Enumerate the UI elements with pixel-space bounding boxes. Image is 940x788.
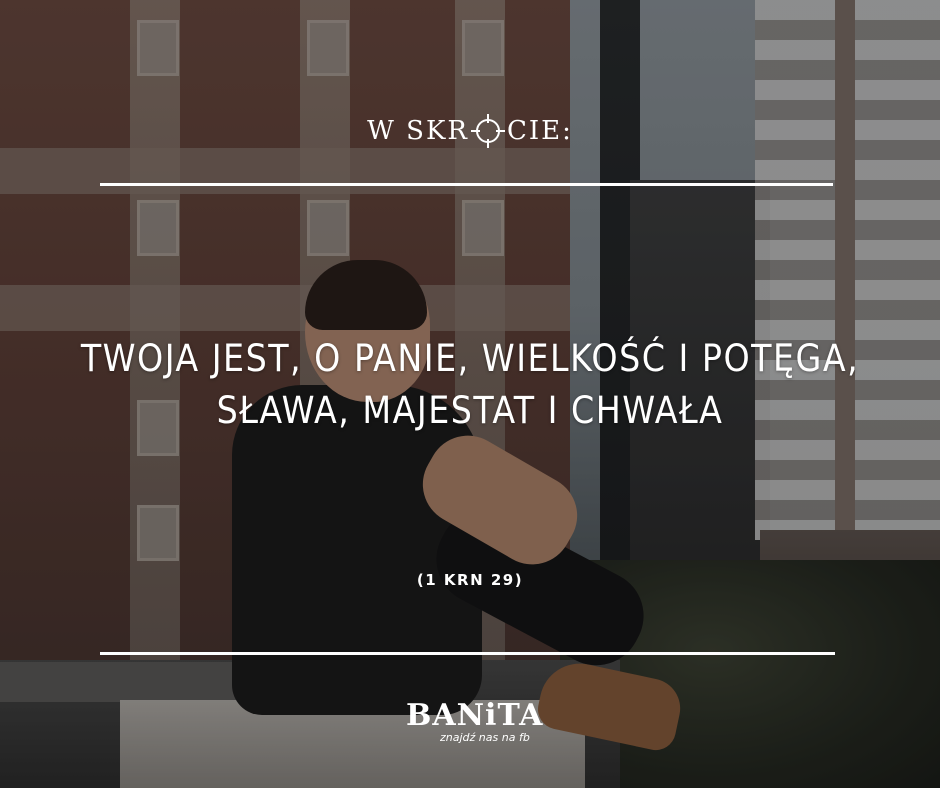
logo-tagline: znajdź nas na fb: [440, 731, 530, 744]
divider-bottom: [100, 652, 835, 655]
crosshair-icon: [470, 113, 506, 149]
divider-top: [100, 183, 833, 186]
verse-line-2: SŁAWA, MAJESTAT I CHWAŁA: [216, 389, 724, 432]
title-part-2: CIE:: [506, 116, 573, 146]
verse-text: [40, 333, 900, 437]
banita-logo: [400, 698, 545, 750]
title-part-1: W SKR: [367, 116, 469, 146]
logo-word: BANiTA: [406, 698, 544, 733]
verse-reference: (1 KRN 29): [416, 571, 524, 589]
verse-line-1: TWOJA JEST, O PANIE, WIELKOŚĆ I POTĘGA,: [80, 337, 860, 380]
section-title: [0, 112, 940, 148]
